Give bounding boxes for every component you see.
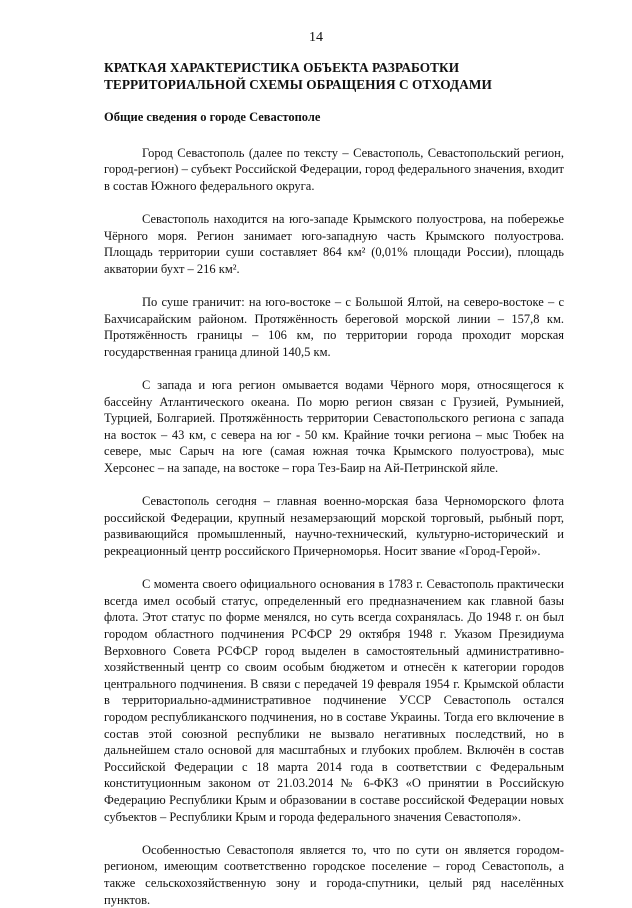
page-content [104, 60, 564, 908]
paragraph-location: Севастополь находится на юго-западе Крымского полуострова, на побережье Чёрного моря. Регион занимает юго-западную часть Крымского полуострова. Площадь территории суши составляет 864 км² (0,01% площади России), площадь акватории бухт – 216 км². [104, 212, 564, 276]
section-heading: КРАТКАЯ ХАРАКТЕРИСТИКА ОБЪЕКТА РАЗРАБОТКИ ТЕРРИТОРИАЛЬНОЙ СХЕМЫ ОБРАЩЕНИЯ С ОТХОДАМИ [104, 60, 492, 92]
page-number: 14 [309, 30, 323, 45]
paragraph-features: Особенностью Севастополя является то, что по сути он является городом-регионом, имеющим соответственно городское поселение – город Севастополь, а также сельскохозяйственную зону и города-спутники, целый ряд населённых пунктов. [104, 842, 564, 907]
paragraph-borders: По суше граничит: на юго-востоке – с Большой Ялтой, на северо-востоке – с Бахчисарайским районом. Протяжённость береговой морской линии – 157,8 км. Протяжённость границы – 106 км, по территории города проходит морская государственная граница длиной 140,5 км. [104, 295, 564, 359]
paragraph-today: Севастополь сегодня – главная военно-морская база Черноморского флота российской Федерации, крупный незамерзающий морской торговый, рыбный порт, развивающийся промышленный, научно-технический, культурно-исторический и рекреационный центр российского Причерноморья. Носит звание «Город-Герой». [104, 494, 564, 559]
paragraph-geography: С запада и юга регион омывается водами Чёрного моря, относящегося к бассейну Атлантического океана. По морю регион связан с Грузией, Румынией, Турцией, Болгарией. Протяжённость территории Севастопольского региона с запада на восток – 43 км, с севера на юг - 50 км. Крайние точки региона – мыс Тюбек на севере, мыс Сарыч на юге (самая южная точка Крымского полуострова), мыс Херсонес – на западе, на востоке – гора Тез-Баир на Ай-Петринской яйле. [104, 378, 564, 476]
subsection-heading: Общие сведения о городе Севастополе [104, 110, 321, 125]
paragraph-history: С момента своего официального основания в 1783 г. Севастополь практически всегда имел особый статус, определенный его предназначением как главной базы флота. Этот статус по форме менялся, но суть всегда сохранялась. До 1948 г. он был городом областного подчинения РСФСР 29 октября 1948 г. Указом Президиума Верховного Совета РСФСР город выделен в самостоятельный административно-хозяйственный центр со своим особым бюджетом и отнесён к категории городов центрального подчинения. В связи с передачей 19 февраля 1954 г. Крымской области в территориально-административное подчинение УССР Севастополь остался городом республиканского подчинения, но в составе Украины. Тогда его включение в состав этой союзной республики не вызвало негативных последствий, но в дальнейшем стало основой для масштабных и глубоких проблем. Включён в состав Российской Федерации с 18 марта 2014 года в соответствии с Федеральным конституционным законом от 21.03.2014 № 6-ФКЗ «О принятии в Российскую Федерацию Республики Крым и образовании в составе российской Федерации новых субъектов – Республики Крым и города федерального значения Севастополя». [104, 577, 564, 824]
paragraph-intro: Город Севастополь (далее по тексту – Севастополь, Севастопольский регион, город-регион) – субъект Российской Федерации, город федерального значения, входит в состав Южного федерального округа. [104, 145, 565, 193]
